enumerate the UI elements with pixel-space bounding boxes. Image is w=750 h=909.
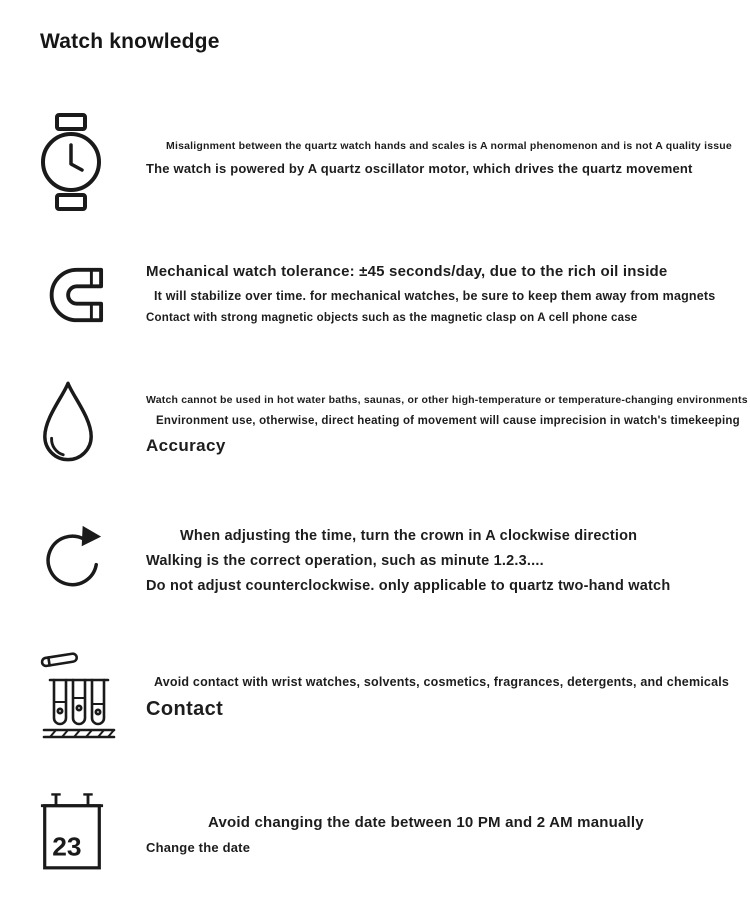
text-line: When adjusting the time, turn the crown in A clockwise direction [180,528,638,544]
section-magnetism [40,260,726,333]
section-time-adjustment [40,518,726,603]
text-line: Walking is the correct operation, such as minute 1.2.3.... [146,553,544,569]
test-tubes-icon [40,645,146,746]
clockwise-arrow-icon [40,518,146,590]
text-line: Misalignment between the quartz watch hands and scales is A normal phenomenon and is not A quality issue [166,140,732,152]
text-line: The watch is powered by A quartz oscillator motor, which drives the quartz movement [146,161,693,176]
text-line: Contact [146,698,224,720]
text-line: Avoid contact with wrist watches, solvents, cosmetics, fragrances, detergents, and chemicals [154,675,730,689]
calendar-day: 23 [52,831,82,862]
text-line: Environment use, otherwise, direct heating of movement will cause imprecision in watch's timekeeping [156,415,740,427]
water-drop-icon [40,376,146,464]
text-line: Accuracy [146,436,226,455]
text-line: Change the date [146,840,251,855]
section-date-change [40,788,726,876]
magnet-icon [40,260,146,325]
text-line: Contact with strong magnetic objects such as the magnetic clasp on A cell phone case [146,312,638,324]
section-quartz-movement [40,110,732,212]
text-line: Avoid changing the date between 10 PM and 2 AM manually [208,814,644,831]
text-line: It will stabilize over time. for mechanical watches, be sure to keep them away from magnets [154,289,716,303]
section-temperature-accuracy [40,376,748,465]
text-line: Do not adjust counterclockwise. only applicable to quartz two-hand watch [146,578,671,594]
text-line: Watch cannot be used in hot water baths, saunas, or other high-temperature or temperature-changing environments [146,394,748,406]
text-line: Mechanical watch tolerance: ±45 seconds/day, due to the rich oil inside [146,263,668,280]
page-title: Watch knowledge [40,30,220,53]
watch-icon [40,110,146,212]
section-chemicals-contact [40,645,730,746]
calendar-icon [40,788,146,876]
